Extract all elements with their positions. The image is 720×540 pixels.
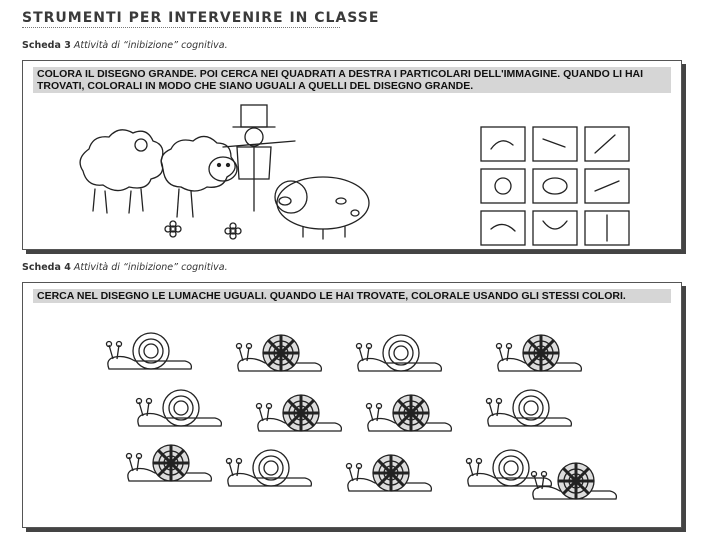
scheda4-panel <box>22 282 682 528</box>
scheda4-label: Scheda 4 <box>22 262 71 273</box>
flower-drawing <box>165 221 181 237</box>
scheda4-description: Attività di “inibizione” cognitiva. <box>73 262 228 273</box>
snail-drawing <box>137 390 222 426</box>
scheda3-description: Attività di “inibizione” cognitiva. <box>73 40 228 51</box>
flower-drawing <box>225 223 241 239</box>
sheep-drawing <box>161 136 237 217</box>
snail-drawing <box>467 450 552 486</box>
snail-drawing <box>497 335 582 371</box>
snail-drawing <box>357 335 442 371</box>
snail-drawing <box>347 455 432 491</box>
snail-drawing <box>487 390 572 426</box>
scheda3-panel <box>22 60 682 250</box>
farm-illustration <box>23 61 681 249</box>
scheda3-label: Scheda 3 <box>22 40 71 51</box>
pig-drawing <box>275 177 369 239</box>
page-header: STRUMENTI PER INTERVENIRE IN CLASSE <box>22 10 380 26</box>
snails-illustration <box>23 283 681 527</box>
scheda4-caption <box>22 262 228 273</box>
snail-drawing <box>107 333 192 369</box>
snail-drawing <box>237 335 322 371</box>
scheda4-instructions: CERCA NEL DISEGNO LE LUMACHE UGUALI. QUANDO LE HAI TROVATE, COLORALE USANDO GLI STESSI COLORI. <box>33 289 671 303</box>
sheep-drawing <box>80 130 163 213</box>
scheda3-caption <box>22 40 228 51</box>
snail-drawing <box>532 463 617 499</box>
header-rule <box>22 27 340 28</box>
snail-drawing <box>127 445 212 481</box>
scarecrow-drawing <box>223 105 295 211</box>
snail-drawing <box>257 395 342 431</box>
snail-drawing <box>367 395 452 431</box>
scheda3-instructions: COLORA IL DISEGNO GRANDE. POI CERCA NEI QUADRATI A DESTRA I PARTICOLARI DELL'IMMAGINE. QUANDO LI HAI TROVATI, COLORALI IN MODO CHE SIANO UGUALI A QUELLI DEL DISEGNO GRANDE. <box>33 67 671 93</box>
detail-squares-grid <box>481 127 629 245</box>
snail-drawing <box>227 450 312 486</box>
